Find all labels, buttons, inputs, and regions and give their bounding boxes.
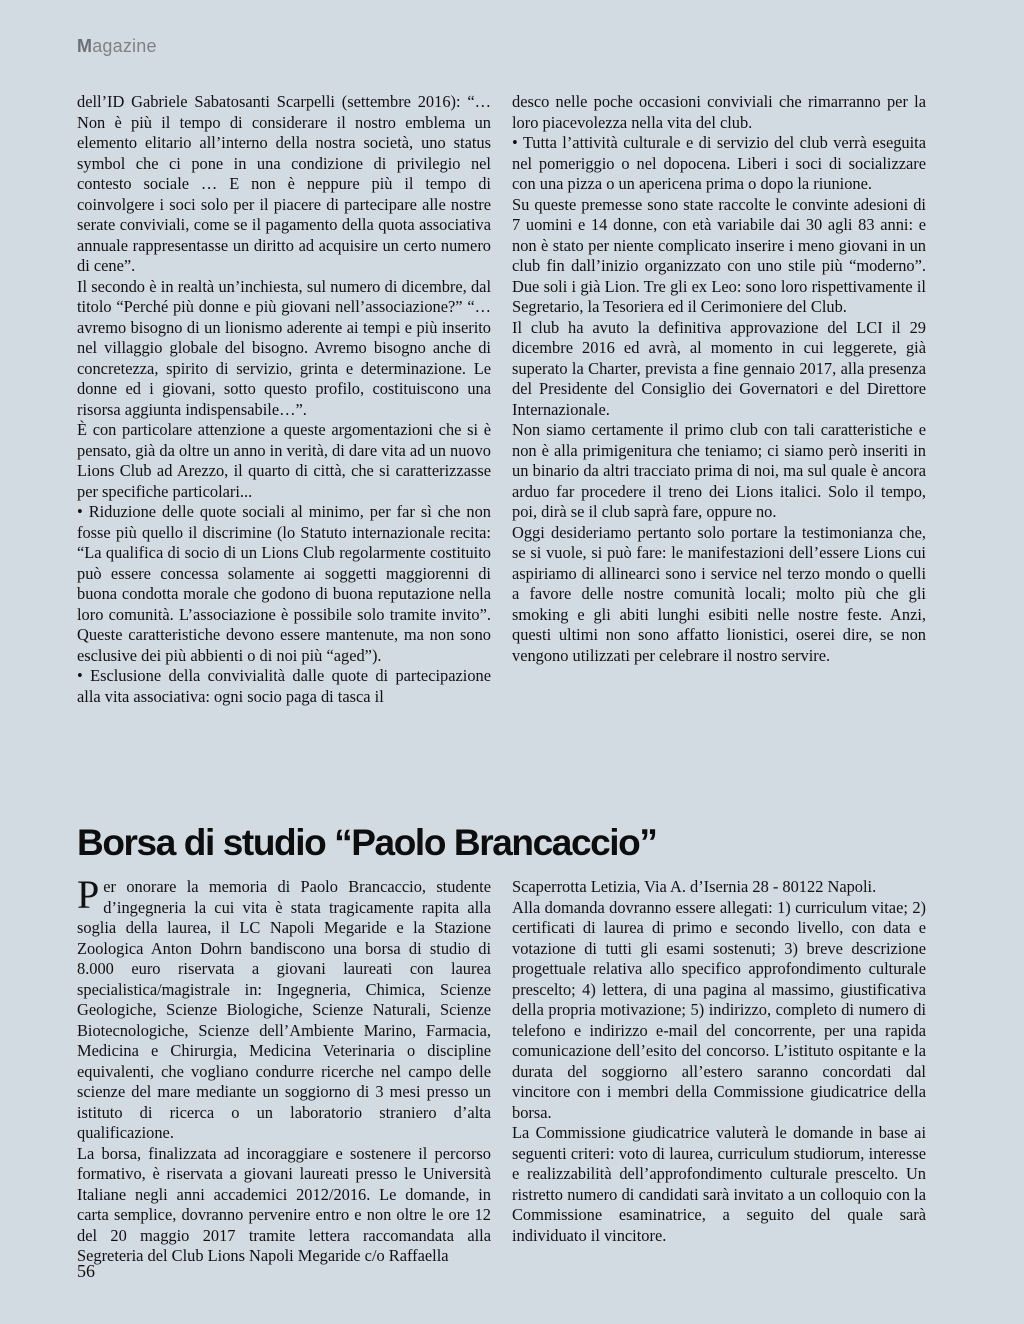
article2-paragraph: Alla domanda dovranno essere allegati: 1) curriculum vitae; 2) certificati di laurea di primo e secondo livello, con data e votazione di tutti gli esami sostenuti; 3) breve descrizione progettuale relativa allo specifico approfondimento culturale prescelto; 4) lettera, di una pagina al massimo, giustificativa della propria motivazione; 5) indirizzo, completo di numero di telefono e indirizzo e-mail del concorrente, per una rapida comunicazione dell’esito del concorso. L’istituto ospitante e la durata del soggiorno all’estero saranno concordati dal vincitore con i membri della Commissione giudicatrice della borsa. [512, 897, 926, 1122]
article2-paragraph: Scaperrotta Letizia, Via A. d’Isernia 28 - 80122 Napoli. [512, 877, 877, 896]
article1-right-column [512, 92, 926, 666]
article1-bullet: • Tutta l’attività culturale e di servizio del club verrà eseguita nel pomeriggio o nel dopocena. Liberi i soci di socializzare con una pizza o un apericena prima o dopo la riunione. [512, 133, 926, 193]
masthead-rest: agazine [92, 36, 157, 56]
first-paragraph-text: er onorare la memoria di Paolo Brancaccio, studente d’ingegneria la cui vita è stata tragicamente rapita alla soglia della laurea, il LC Napoli Megaride e la Stazione Zoologica Anton Dohrn bandiscono una borsa di studio di 8.000 euro riservata a giovani laureati con laurea specialistica/magistrale in: Ingegneria, Chimica, Scienze Geologiche, Scienze Biologiche, Scienze Naturali, Scienze Biotecnologiche, Scienze dell’Ambiente Marino, Farmacia, Medicina e Chirurgia, Medicina Veterinaria o discipline equivalenti, che vogliano condurre ricerche nel campo delle scienze del mare mediante un soggiorno di 3 mesi presso un istituto di ricerca o un laboratorio straniero d’alta qualificazione. [77, 877, 491, 1142]
article1-bullet: • Esclusione della convivialità dalle quote di partecipazione alla vita associativa: ogni socio paga di tasca il [77, 666, 491, 706]
article1-paragraph: È con particolare attenzione a queste argomentazioni che si è pensato, già da oltre un anno in verità, di dare vita ad un nuovo Lions Club ad Arezzo, il quarto di città, che si caratterizzasse per specifiche particolari... [77, 420, 491, 501]
drop-cap: P [77, 872, 100, 917]
article2-paragraph: La Commissione giudicatrice valuterà le domande in base ai seguenti criteri: voto di laurea, curriculum studiorum, interesse e realizzabilità dell’approfondimento culturale prescelto. Un ristretto numero di candidati sarà invitato a un colloquio con la Commissione esaminatrice, a seguito del quale sarà individuato il vincitore. [512, 1123, 926, 1245]
article2-right-column [512, 877, 926, 1246]
article1-paragraph: dell’ID Gabriele Sabatosanti Scarpelli (settembre 2016): “…Non è più il tempo di considerare il nostro emblema un elemento elitario all’interno della nostra società, uno status symbol che ci pone in una condizione di privilegio nel contesto sociale … E non è neppure più il tempo di coinvolgere i soci solo per il piacere di partecipare alle nostre serate conviviali, come se il pagamento della quota associativa annuale rappresentasse un diritto ad acquisire un certo numero di cene”. [77, 92, 491, 275]
magazine-masthead [77, 36, 157, 57]
article1-paragraph: Su queste premesse sono state raccolte le convinte adesioni di 7 uomini e 14 donne, con età variabile dai 30 agli 83 anni: e non è stato per niente complicato inserire i meno giovani in un club fin dall’inizio organizzato con uno stile più “moderno”. Due soli i già Lion. Tre gli ex Leo: sono loro rispettivamente il Segretario, la Tesoriera ed il Cerimoniere del Club. [512, 194, 926, 316]
article2-first-paragraph [77, 872, 491, 1144]
article1-left-column [77, 92, 491, 707]
article1-paragraph: Il secondo è in realtà un’inchiesta, sul numero di dicembre, dal titolo “Perché più donne e più giovani nell’associazione?” “…avremo bisogno di un lionismo aderente ai tempi e più inserito nel villaggio globale del bisogno. Avremo bisogno anche di concretezza, spirito di servizio, grinta e determinazione. Le donne ed i giovani, sotto questo profilo, costituiscono una risorsa aggiunta indispensabile…”. [77, 276, 491, 419]
article2-paragraph: La borsa, finalizzata ad incoraggiare e sostenere il percorso formativo, è riservata a giovani laureati presso le Università Italiane negli anni accademici 2012/2016. Le domande, in carta semplice, dovranno pervenire entro e non oltre le ore 12 del 20 maggio 2017 tramite lettera raccomandata alla Segreteria del Club Lions Napoli Megaride c/o Raffaella [77, 1143, 491, 1265]
article1-paragraph: Il club ha avuto la definitiva approvazione del LCI il 29 dicembre 2016 ed avrà, al momento in cui leggerete, già superato la Charter, prevista a fine gennaio 2017, alla presenza del Presidente del Consiglio dei Governatori e del Direttore Internazionale. [512, 317, 926, 419]
article1-paragraph: desco nelle poche occasioni conviviali che rimarranno per la loro piacevolezza nella vita del club. [512, 92, 926, 132]
article1-paragraph: Non siamo certamente il primo club con tali caratteristiche e non è alla primigenitura che teniamo; ci siamo però inseriti in un binario da altri tracciato prima di noi, ma sul quale è ancora arduo far procedere il treno dei Lions italici. Solo il tempo, poi, dirà se il club saprà fare, oppure no. [512, 420, 926, 521]
article2-left-column [77, 872, 491, 1267]
article2-headline: Borsa di studio “Paolo Brancaccio” [77, 822, 657, 863]
masthead-initial: M [77, 36, 93, 56]
article1-paragraph: Oggi desideriamo pertanto solo portare la testimonianza che, se si vuole, si può fare: le manifestazioni dell’essere Lions cui aspiriamo di allinearci sono i service nel terzo mondo o quelli a favore delle nostre comunità locali; molto più che gli smoking e gli abiti lunghi esibiti nelle nostre feste. Anzi, questi ultimi non sono affatto lionistici, oserei dire, se non vengono utilizzati per celebrare il nostro servire. [512, 522, 926, 665]
article1-bullet: • Riduzione delle quote sociali al minimo, per far sì che non fosse più quello il discrimine (lo Statuto internazionale recita: “La qualifica di socio di un Lions Club regolarmente costituito può essere concessa solamente ai soggetti maggiorenni di buona condotta morale che godono di buona reputazione nella loro comunità. L’associazione è possibile solo tramite invito”. Queste caratteristiche devono essere mantenute, ma non sono esclusive dei più abbienti o di noi più “aged”). [77, 502, 491, 665]
page-number: 56 [77, 1261, 95, 1281]
